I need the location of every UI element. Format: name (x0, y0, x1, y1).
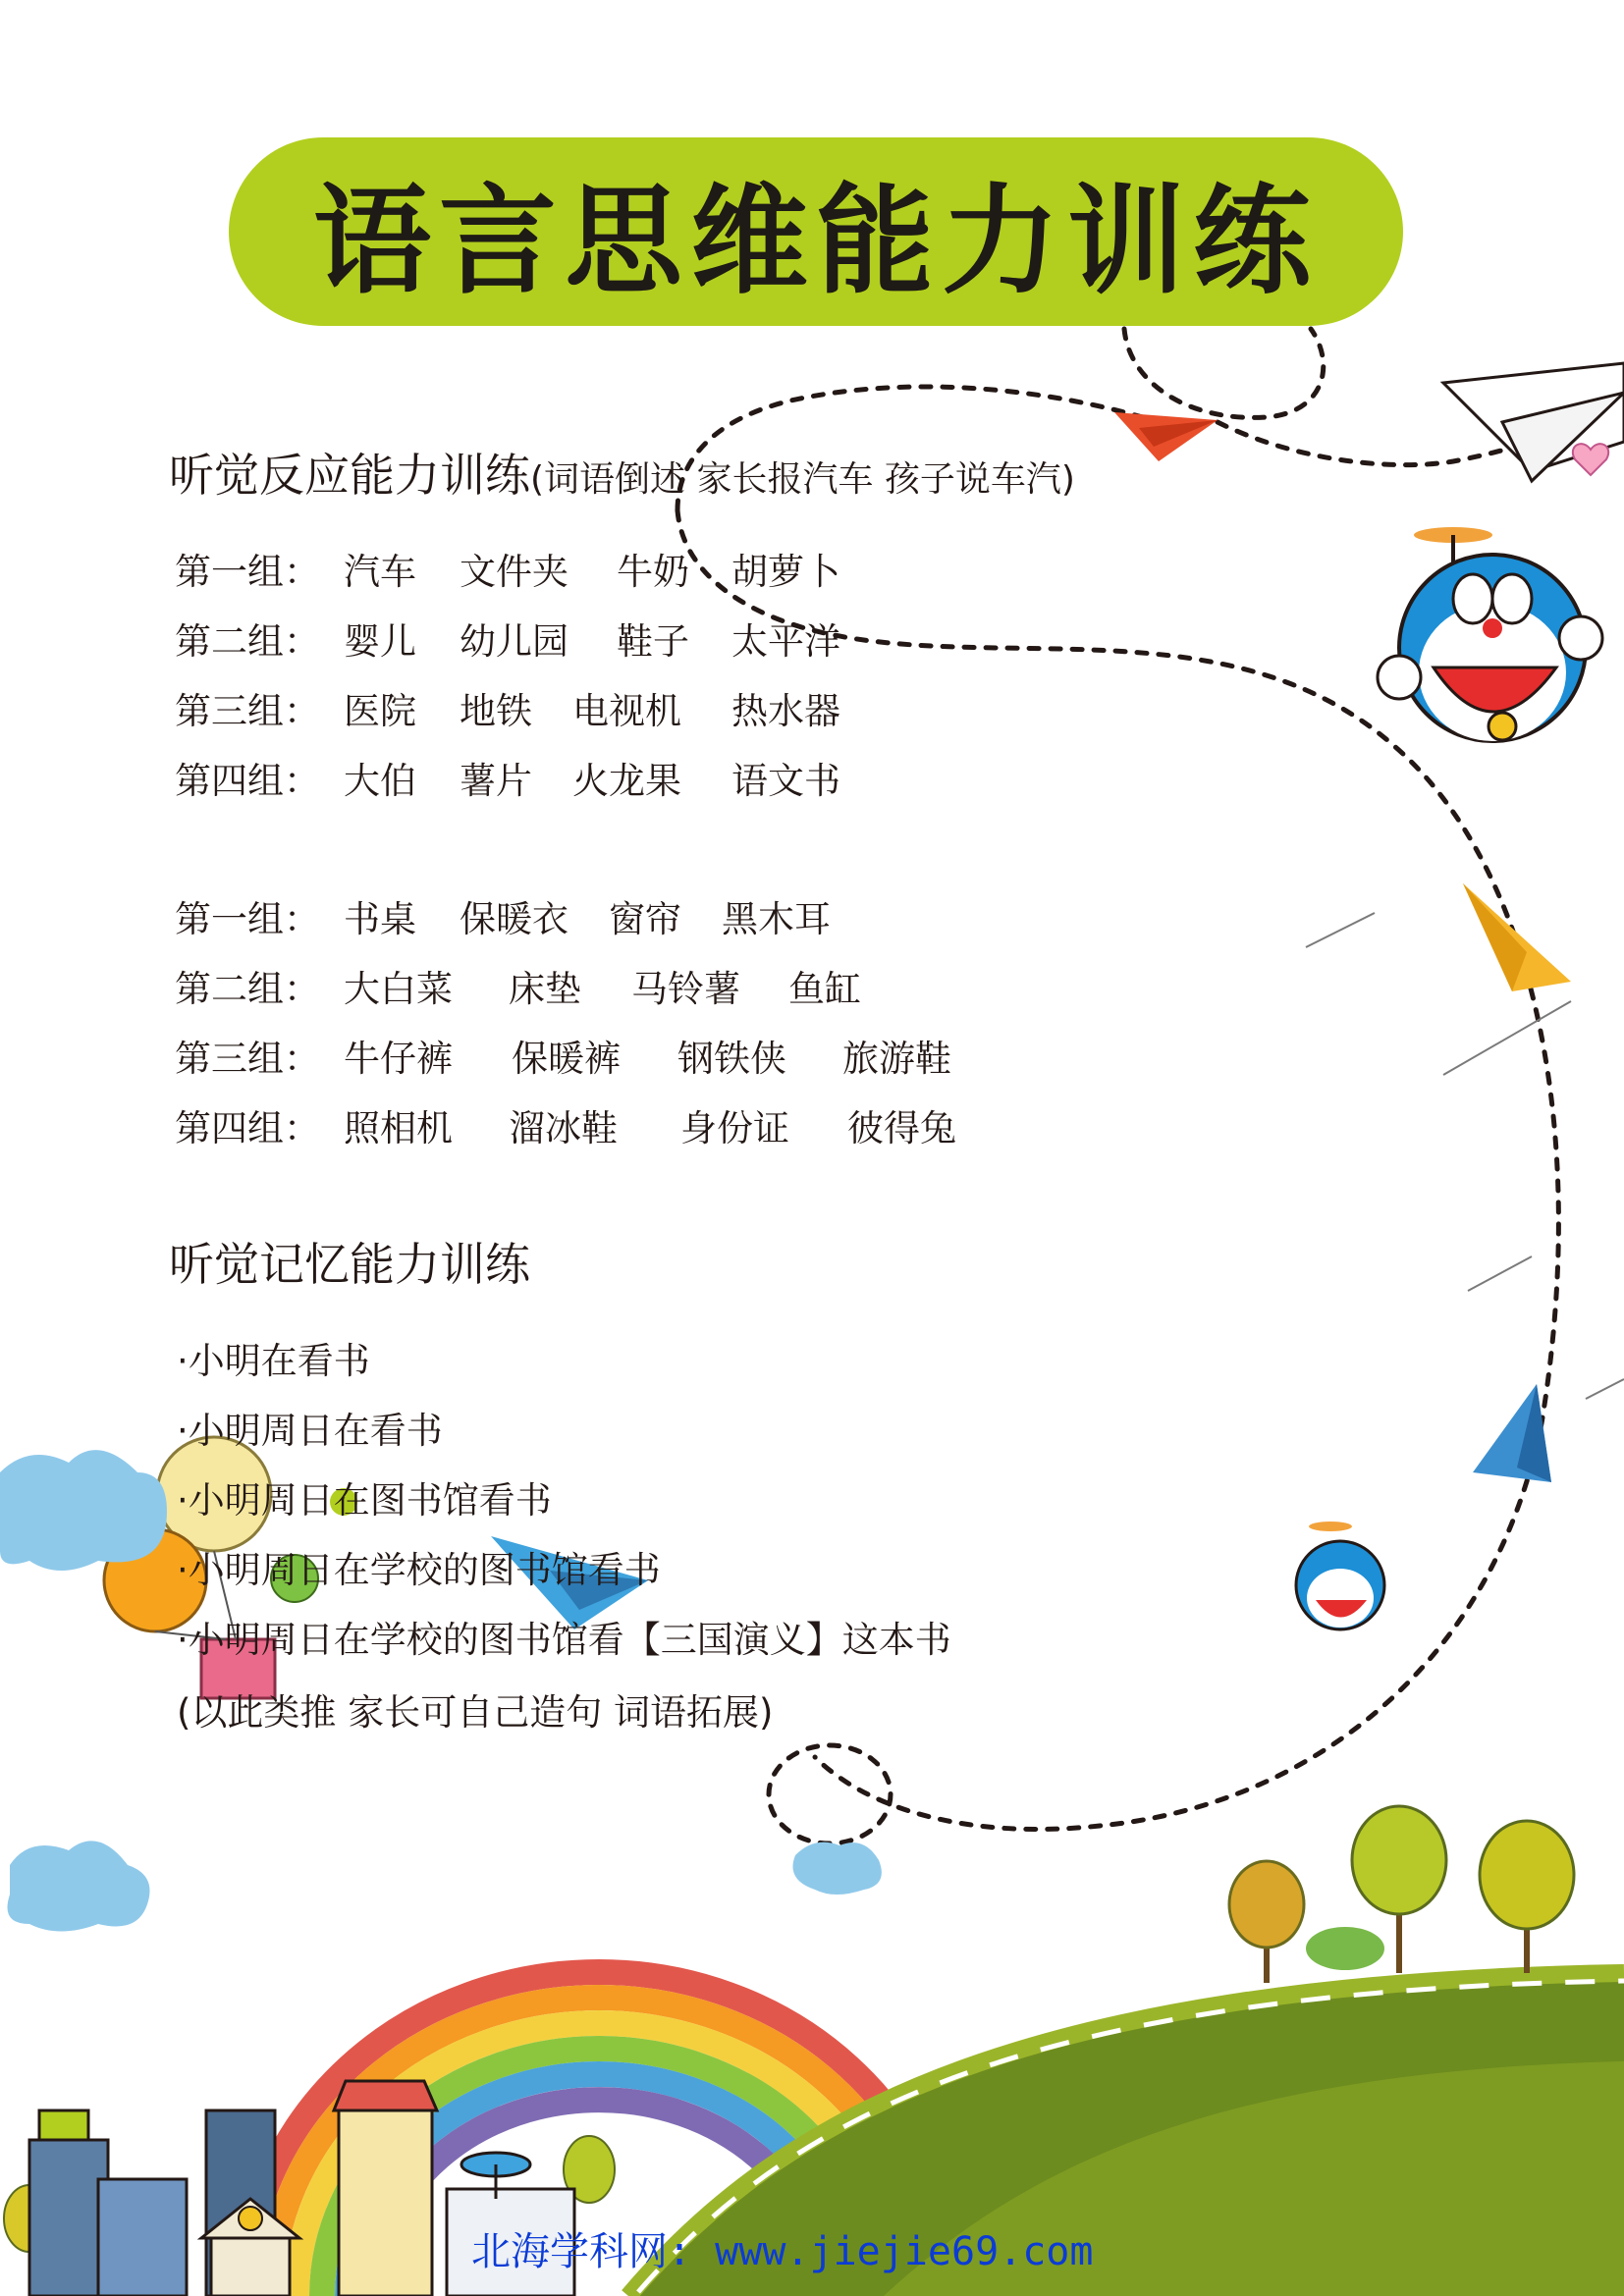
group-label: 第一组： (175, 551, 320, 593)
group-word: 牛奶 (617, 551, 689, 593)
group-word: 溜冰鞋 (509, 1107, 618, 1149)
section-heading-text: 听觉反应能力训练 (169, 449, 530, 502)
doraemon-flying-icon (1378, 527, 1602, 741)
group-word: 旅游鞋 (842, 1038, 951, 1080)
word-group-row (175, 681, 1058, 730)
group-word: 床垫 (509, 968, 581, 1010)
group-word: 幼儿园 (460, 620, 568, 663)
group-word: 医院 (344, 690, 416, 732)
word-group-row (175, 612, 1058, 661)
group-word: 汽车 (344, 551, 416, 593)
group-word: 书桌 (344, 898, 416, 940)
group-word: 黑木耳 (722, 898, 831, 940)
group-word: 身份证 (680, 1107, 789, 1149)
group-label: 第二组： (175, 968, 320, 1010)
memory-sentence: ·小明在看书 (177, 1340, 370, 1382)
section-heading-auditory-reaction (169, 440, 1075, 505)
paper-plane-outline-icon (1443, 363, 1624, 481)
group-word: 地铁 (460, 690, 532, 732)
group-word: 大伯 (344, 760, 416, 802)
page-title: 语言思维能力训练 (313, 174, 1319, 310)
section-heading-auditory-memory: 听觉记忆能力训练 (169, 1238, 530, 1291)
group-label: 第四组： (175, 760, 320, 802)
group-label: 第三组： (175, 1038, 320, 1080)
title-banner (229, 137, 1403, 326)
group-word: 薯片 (460, 760, 532, 802)
group-word: 鞋子 (617, 620, 689, 663)
memory-sentence: ·小明周日在学校的图书馆看【三国演义】这本书 (177, 1619, 951, 1661)
group-word: 火龙果 (572, 760, 681, 802)
group-word: 保暖衣 (460, 898, 568, 940)
memory-sentence: ·小明周日在看书 (177, 1410, 443, 1452)
word-group-row (175, 1029, 1058, 1078)
group-word: 太平洋 (731, 620, 840, 663)
group-word: 窗帘 (609, 898, 681, 940)
group-word: 婴儿 (344, 620, 416, 663)
word-group-row (175, 751, 1058, 800)
blue-paper-plane-icon (1473, 1384, 1551, 1482)
word-group-row (175, 542, 1058, 591)
group-word: 热水器 (731, 690, 840, 732)
footnote: (以此类推 家长可自己造句 词语拓展) (177, 1691, 774, 1734)
section-heading-note: (词语倒述 家长报汽车 孩子说车汽) (530, 459, 1075, 500)
group-word: 胡萝卜 (731, 551, 840, 593)
group-label: 第二组： (175, 620, 320, 663)
yellow-paper-plane-icon (1463, 883, 1571, 991)
group-label: 第三组： (175, 690, 320, 732)
speed-lines (1306, 913, 1624, 1399)
group-label: 第四组： (175, 1107, 320, 1149)
group-word: 彼得兔 (847, 1107, 956, 1149)
group-label: 第一组： (175, 898, 320, 940)
group-word: 语文书 (731, 760, 840, 802)
group-word: 马铃薯 (631, 968, 740, 1010)
group-word: 电视机 (572, 690, 681, 732)
word-group-row (175, 959, 1058, 1008)
word-group-row (175, 889, 1058, 938)
group-word: 大白菜 (344, 968, 453, 1010)
memory-sentence: ·小明周日在学校的图书馆看书 (177, 1549, 661, 1591)
word-group-row (175, 1098, 1058, 1148)
group-word: 牛仔裤 (344, 1038, 453, 1080)
group-word: 文件夹 (460, 551, 568, 593)
group-word: 钢铁侠 (677, 1038, 786, 1080)
doraemon-small-icon (1296, 1522, 1384, 1629)
red-paper-plane-icon (1114, 412, 1218, 461)
group-word: 保暖裤 (512, 1038, 621, 1080)
memory-sentence: ·小明周日在图书馆看书 (177, 1479, 552, 1522)
group-word: 鱼缸 (788, 968, 861, 1010)
watermark-url: 北海学科网: www.jiejie69.com (471, 2229, 1094, 2274)
group-word: 照相机 (344, 1107, 453, 1149)
